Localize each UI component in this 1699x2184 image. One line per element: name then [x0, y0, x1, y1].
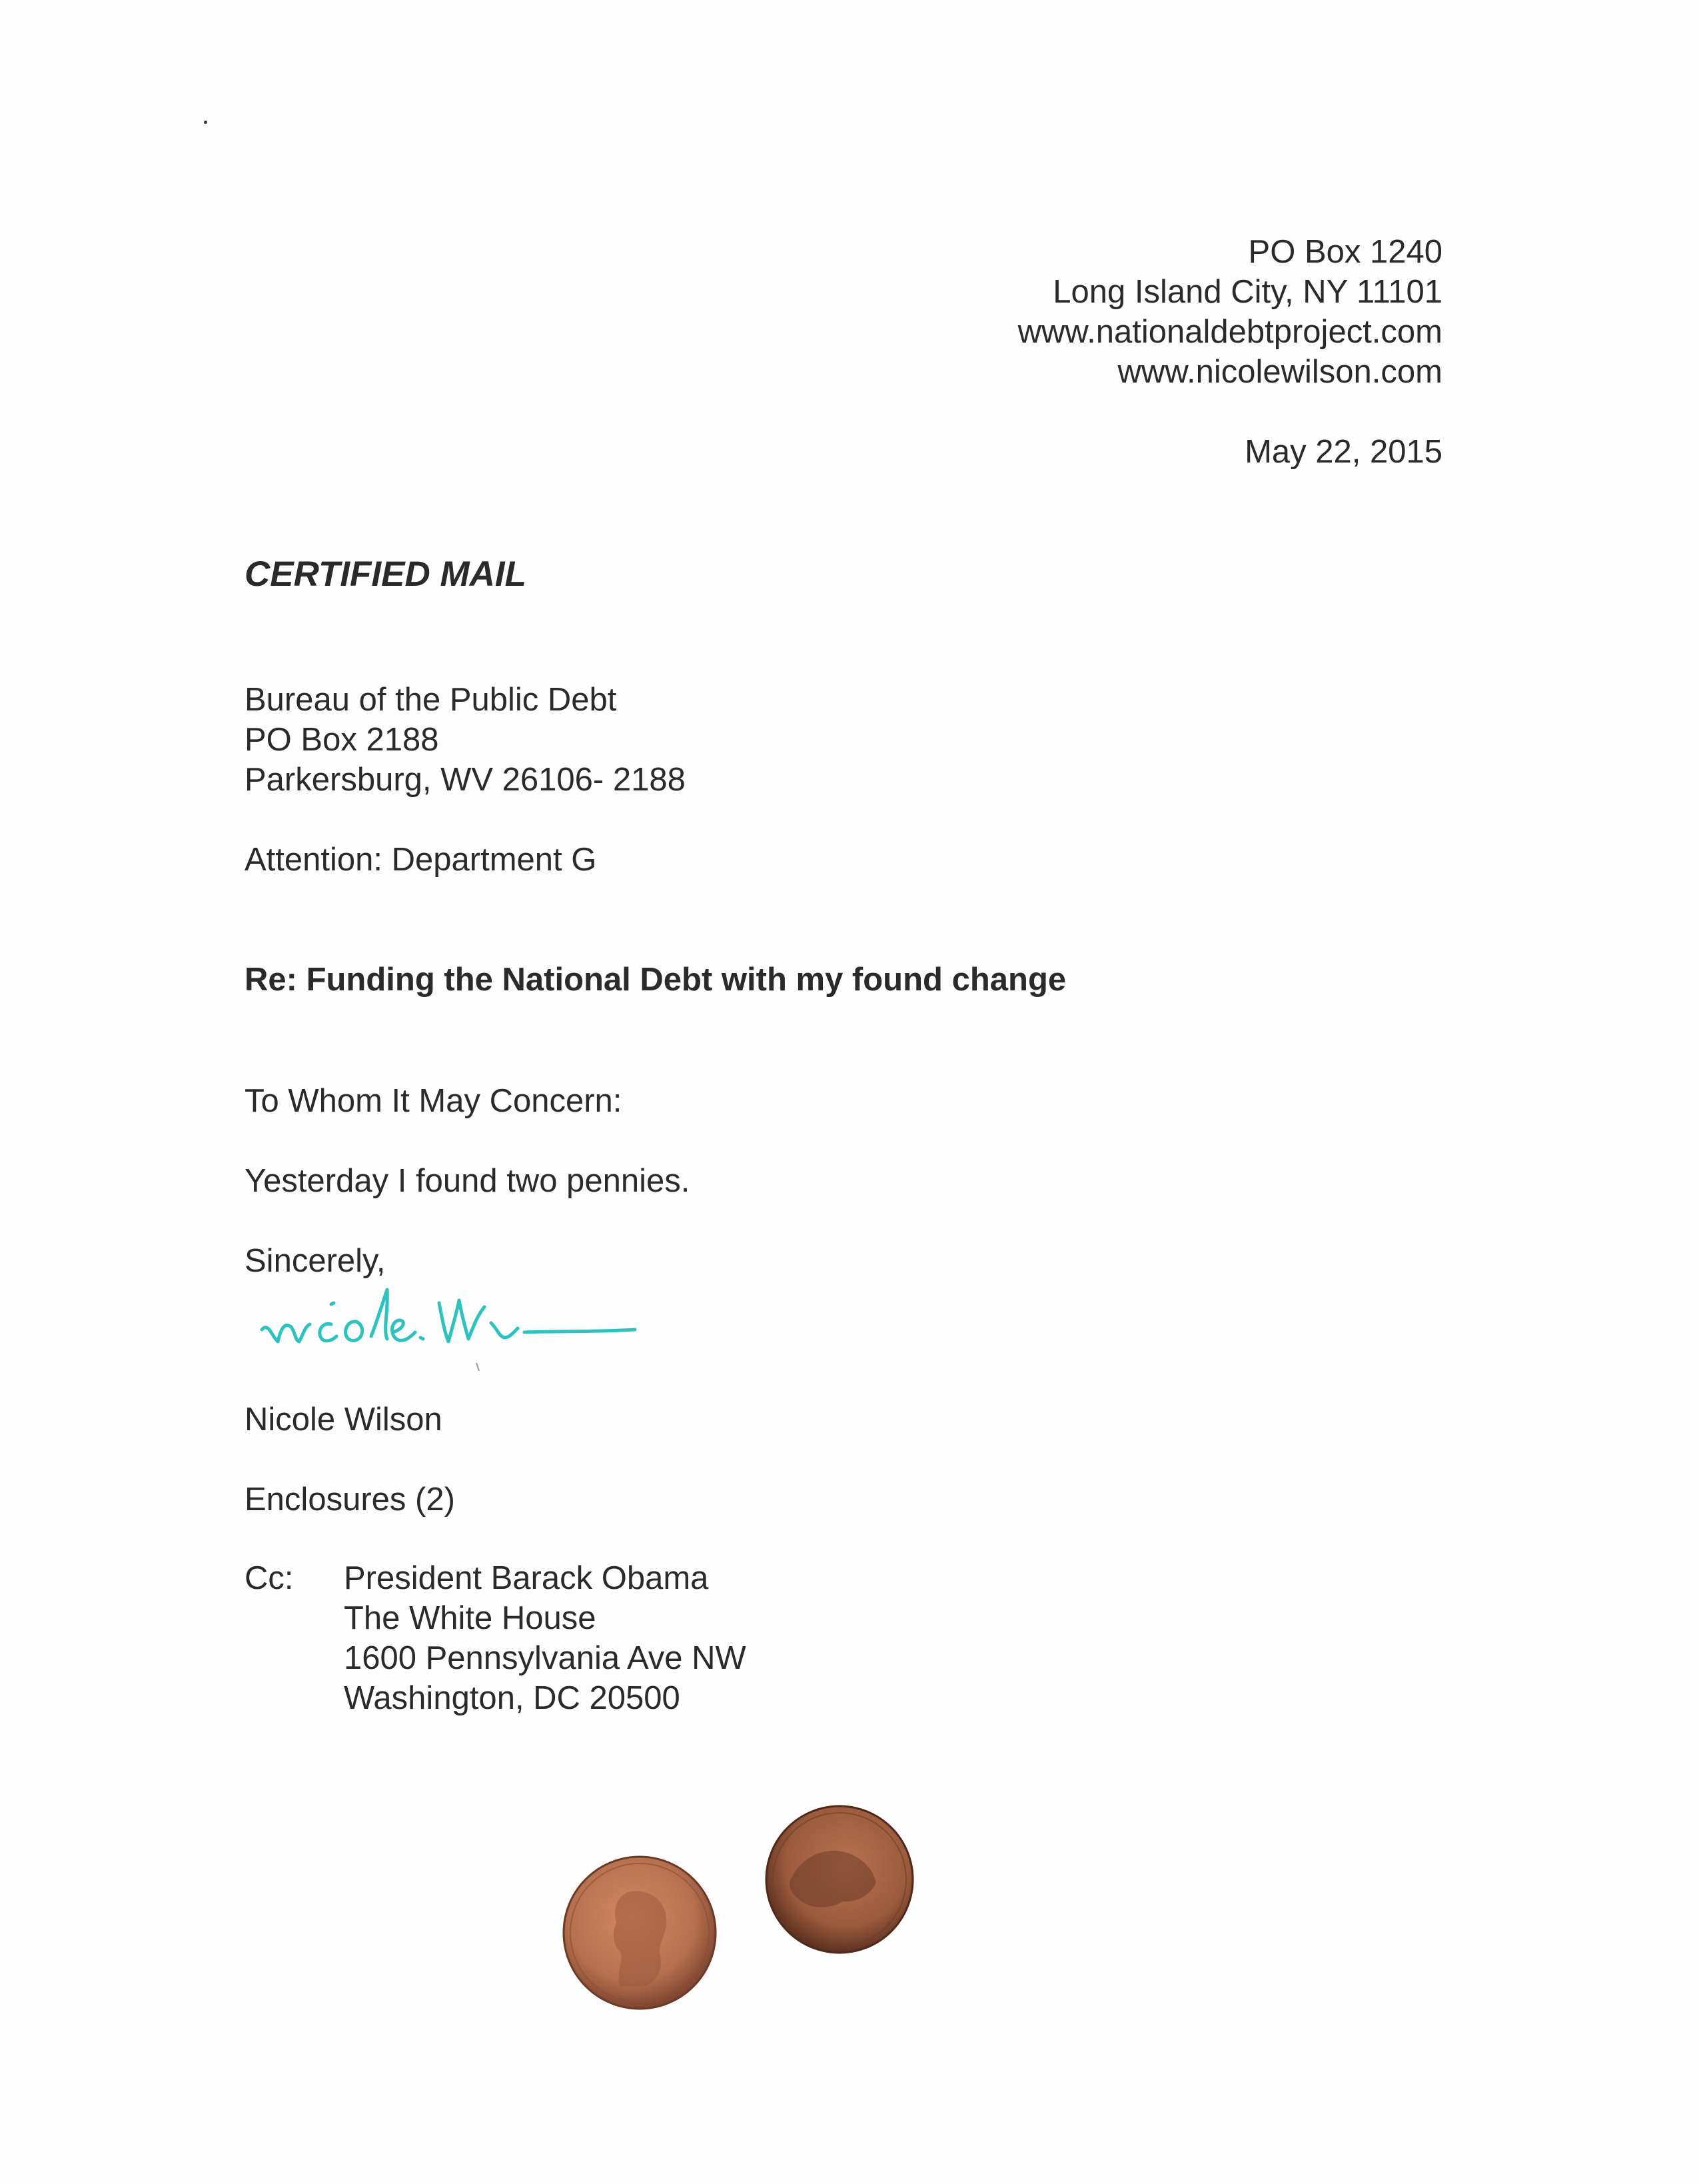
- closing: Sincerely,: [245, 1243, 386, 1279]
- handwritten-signature: [257, 1263, 670, 1383]
- sender-po-box: PO Box 1240: [1248, 234, 1442, 270]
- certified-mail-heading: CERTIFIED MAIL: [245, 554, 527, 594]
- recipient-city-line: Parkersburg, WV 26106- 2188: [245, 762, 686, 798]
- attention-line: Attention: Department G: [245, 842, 597, 878]
- cc-line: President Barack Obama: [344, 1560, 709, 1596]
- scan-speck: [204, 121, 207, 124]
- cc-label: Cc:: [245, 1560, 294, 1596]
- sender-website-link[interactable]: www.nationaldebtproject.com: [1017, 314, 1442, 350]
- sender-website-link-2[interactable]: www.nicolewilson.com: [1117, 354, 1442, 390]
- penny-back-image: [763, 1803, 916, 1956]
- letter-date: May 22, 2015: [1245, 434, 1442, 470]
- penny-front-image: [560, 1853, 720, 2013]
- cc-line: Washington, DC 20500: [344, 1680, 680, 1716]
- recipient-name: Bureau of the Public Debt: [245, 682, 617, 718]
- letter-body: Yesterday I found two pennies.: [245, 1163, 690, 1199]
- subject-line: Re: Funding the National Debt with my found change: [245, 962, 1067, 998]
- enclosures-line: Enclosures (2): [245, 1482, 455, 1518]
- sender-city-line: Long Island City, NY 11101: [1053, 274, 1442, 310]
- cc-line: The White House: [344, 1600, 596, 1636]
- signer-name: Nicole Wilson: [245, 1402, 442, 1438]
- salutation: To Whom It May Concern:: [245, 1083, 622, 1119]
- recipient-po-box: PO Box 2188: [245, 722, 439, 758]
- cc-line: 1600 Pennsylvania Ave NW: [344, 1640, 746, 1676]
